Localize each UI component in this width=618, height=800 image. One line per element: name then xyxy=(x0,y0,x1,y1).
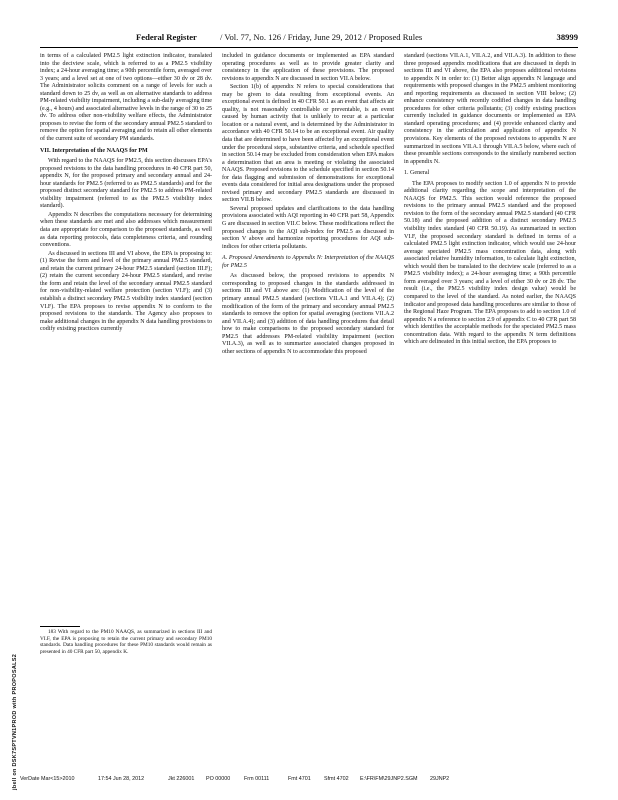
page-footer xyxy=(20,776,600,786)
subsection-heading: 1. General xyxy=(404,170,430,177)
paragraph: Appendix N describes the computations necessary for determining when these standards are met and also addresses which measurement data are appropriate for comparison to the proposed standards, as well as data reporting protocols, data completeness criteria, and rounding conventions. xyxy=(40,211,212,249)
footer-fmt: Fmt 4701 xyxy=(288,776,311,782)
footer-verdate: VerDate Mar<15>2010 xyxy=(20,776,75,782)
header-rule xyxy=(40,47,578,48)
footer-time: 17:54 Jun 28, 2012 xyxy=(98,776,145,782)
column-3 xyxy=(404,53,576,348)
footer-jkt: Jkt 226001 xyxy=(168,776,195,782)
paragraph: Section 1(b) of appendix N refers to special considerations that may be given to data resulting from exceptional events. An exceptional event is defined in 40 CFR 50.1 as an event that affects air quality, is not reasonably controllable or preventable, is an event caused by human activity that is unlikely to recur at a particular location or a natural event, and is determined by the Administrator in accordance with 40 CFR 50.14 to be an exceptional event. Air quality data that are determined to have been affected by an exceptional event under the procedural steps, substantive criteria, and schedule specified in section 50.14 may be excluded from consideration when EPA makes a determination that an area is meeting or violating the associated NAAQS. Proposed revisions to the schedule specified in section 50.14 for data flagging and submission of demonstrations for exceptional events data considered for initial area designations under the proposed revised primary and secondary PM2.5 standards are discussed in section VII.B below. xyxy=(222,84,394,204)
paragraph: As discussed below, the proposed revisions to appendix N corresponding to proposed changes in the standards addressed in sections III and VI above are: (1) Modification of the level of the primary annual PM2.5 standard (sections VII.A.1 and VII.A.4); (2) modification of the form of the primary and secondary annual PM2.5 standards to remove the option for spatial averaging (sections VII.A.2 and VII.A.4); and (3) addition of data handling procedures that detail how to make comparisons to the proposed secondary standard for PM2.5 that addresses PM-related visibility impairment (section VII.A.3), as well as to summarize associated changes proposed in other sections of appendix N to accommodate this proposed xyxy=(222,273,394,355)
footnote-rule xyxy=(40,626,80,627)
paragraph: With regard to the NAAQS for PM2.5, this section discusses EPA's proposed revisions to the data handling procedures in 40 CFR part 50, appendix N, for the proposed primary and secondary annual and 24-hour standards for PM2.5 (referred to as PM2.5 standards) and for the proposed distinct secondary standard for PM2.5 to address PM-related visibility impairment (referred to as the PM2.5 visibility index standard). xyxy=(40,158,212,210)
subsection-heading: A. Proposed Amendments to Appendix N: Interpretation of the NAAQS for PM2.5 xyxy=(222,255,394,269)
footer-po: PO 00000 xyxy=(206,776,231,782)
page-header xyxy=(40,32,578,46)
footer-sfmt: Sfmt 4702 xyxy=(324,776,349,782)
column-2 xyxy=(222,53,394,357)
paragraph: standard (sections VII.A.1, VII.A.2, and VII.A.3). In addition to these three proposed appendix modifications that are discussed in depth in sections III and VI above, the EPA also proposes additional revisions to appendix N in order to: (1) Better align appendix N language and requirements with proposed changes in the PM2.5 ambient monitoring and reporting requirements as discussed in section VIII below; (2) enhance consistency with recently codified changes in data handling procedures for other criteria pollutants; (3) codify existing practices currently included in guidance documents or implemented as EPA standard operating procedures; and (4) provide enhanced clarity and consistency in the articulation and application of appendix N provisions. Key elements of the proposed revisions to appendix N are summarized in sections VII.A.1 through VII.A.5 below, where each of these preamble sections corresponds to the similarly numbered section in appendix N. xyxy=(404,53,576,165)
paragraph: in terms of a calculated PM2.5 light extinction indicator, translated into the deciview scale, which is referred to as a PM2.5 visibility index; a 24-hour averaging time; a 90th percentile form, averaged over 3 years; and a level set at one of two options—either 30 dv or 28 dv. The Administrator solicits comment on a range of levels for such a standard down to 25 dv, as well as on alternative standards to address PM-related visibility impairment, including a sub-daily averaging time (e.g., 4 hours) and associated alternative levels in the range of 30 to 25 dv. To address other non-visibility welfare effects, the Administrator proposes to revise the form of the secondary annual PM2.5 standard to remove the option for spatial averaging and to retain all other elements of the current suite of secondary PM standards. xyxy=(40,53,212,143)
paragraph: included in guidance documents or implemented as EPA standard operating procedures as well as to provide greater clarity and consistency in the application of these provisions. The proposed revisions to appendix N are discussed in section VII.A below. xyxy=(222,53,394,82)
footer-frm: Frm 00111 xyxy=(244,776,270,782)
journal-title: Federal Register xyxy=(136,32,197,42)
section-heading: VII. Interpretation of the NAAQS for PM xyxy=(40,147,148,154)
column-1 xyxy=(40,53,212,335)
issue-info: / Vol. 77, No. 126 / Friday, June 29, 2012 / Proposed Rules xyxy=(220,32,423,42)
footnote: 183 With regard to the PM10 NAAQS, as summarized in sections III and VI.F, the EPA is proposing to retain the current primary and secondary PM10 standards. Data handling procedures for these PM10 standards would remain as presented in 40 CFR part 50, appendix K. xyxy=(40,629,212,655)
paragraph: The EPA proposes to modify section 1.0 of appendix N to provide additional clarity regarding the scope and interpretation of the NAAQS for PM2.5. This section would reference the proposed revisions to the primary annual PM2.5 standard and the proposed revision to the form of the secondary annual PM2.5 standard (40 CFR 50.18) and the proposed addition of a distinct secondary PM2.5 visibility index standard (40 CFR 50.19). As summarized in section VI.F, the proposed secondary standard is defined in terms of a calculated PM2.5 light extinction indicator, which would use 24-hour average speciated PM2.5 mass concentration data, along with associated relative humidity information, to calculate light extinction, which would then be translated to the deciview scale (referred to as a PM2.5 visibility index); a 24-hour averaging time; a 90th percentile form averaged over 3 years; and a level of either 30 dv or 28 dv. The result (i.e., the PM2.5 visibility index design value) would be compared to the level of the standard. As noted earlier, the NAAQS indicator and proposed data handling procedures are similar to those of the Regional Haze Program. The EPA proposes to add to section 1.0 of appendix N a reference to section 2.9 of appendix C to 40 CFR part 58 which identifies the acceptable methods for the speciated PM2.5 mass concentration data. With regard to the appendix N term definitions which are delineated in this initial section, the EPA proposes to xyxy=(404,180,576,346)
footer-code: 29JNP2 xyxy=(430,776,450,782)
paragraph: Several proposed updates and clarifications to the data handling provisions associated with AQI reporting in 40 CFR part 58, Appendix G are discussed in section VII.C below. These modifications reflect the proposed changes to the AQI sub-index for PM2.5 as discussed in section V above and harmonize reporting procedures for AQI sub-indices for other criteria pollutants. xyxy=(222,205,395,250)
margin-print-text: jbell on DSK7SPTVN1PROD with PROPOSALS2 xyxy=(12,653,18,790)
footer-file: E:\FR\FM\29JNP2.SGM xyxy=(360,776,418,782)
page-number: 38999 xyxy=(556,32,578,42)
paragraph: As discussed in sections III and VI above, the EPA is proposing to: (1) Revise the form and level of the primary annual PM2.5 standard, and retain the current primary 24-hour PM2.5 standard (section III.F); (2) retain the current secondary 24-hour PM2.5 standard, and revise the form and retain the level of the secondary annual PM2.5 standard for non-visibility-related welfare protection (section VI.F); and (3) establish a distinct secondary PM2.5 visibility index standard (section VI.F). The EPA proposes to revise appendix N to conform to the proposed revisions to the standards. The Agency also proposes to make additional changes in the appendix N data handling provisions to codify existing practices currently xyxy=(40,250,212,333)
